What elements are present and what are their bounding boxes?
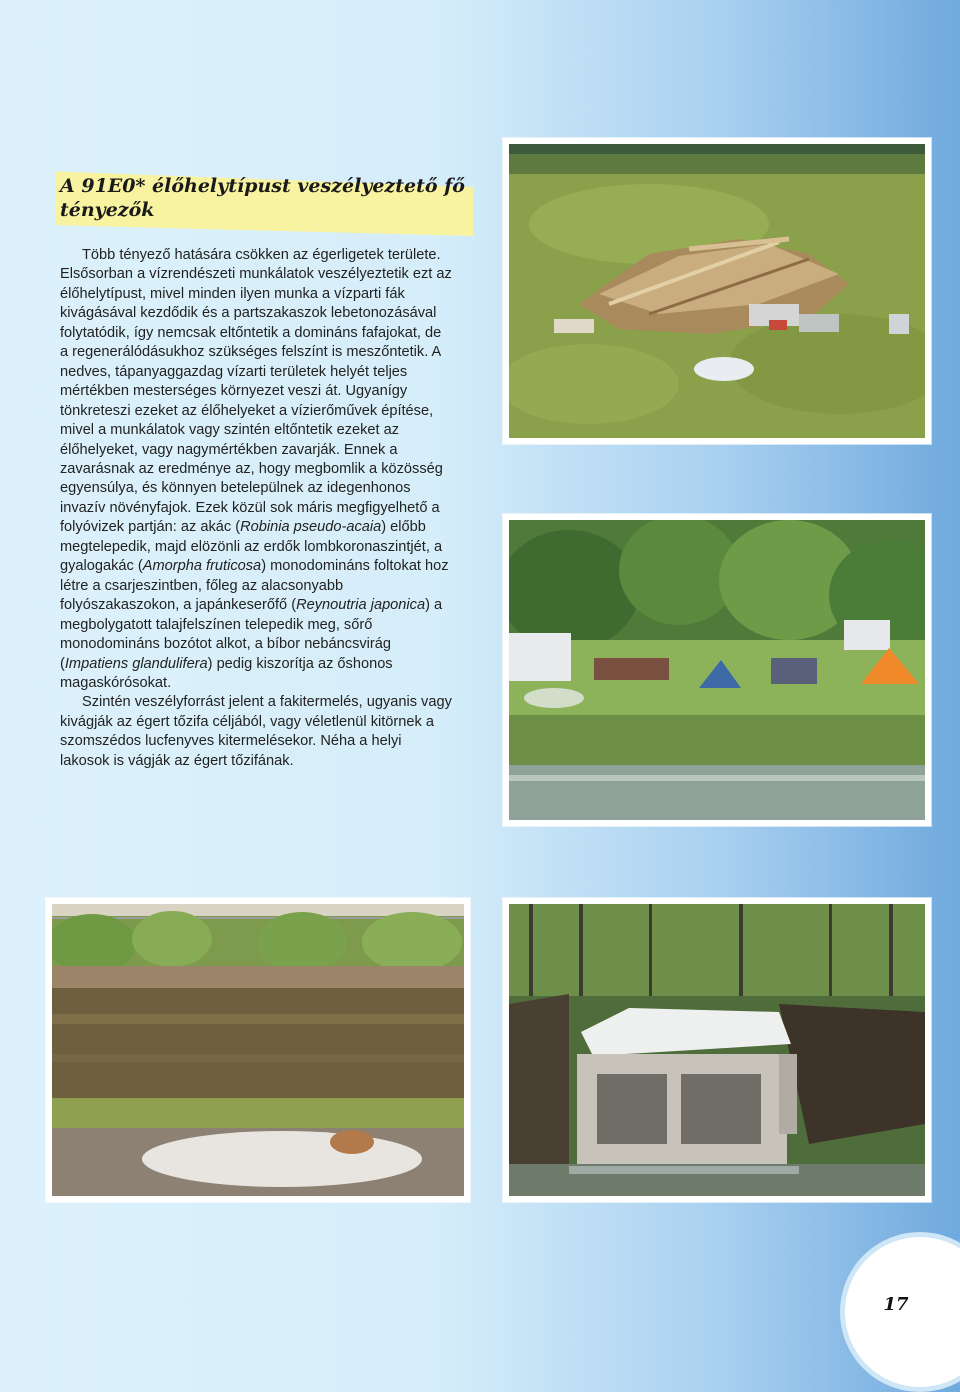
species-robinia: Robinia pseudo-acaia (240, 519, 382, 536)
paragraph-1-text-e: ) pedig kiszorítja az őshonos magaskórósokat. (60, 655, 393, 691)
photo-rubbish-pile (503, 138, 931, 444)
section-heading (60, 174, 480, 222)
species-reynoutria: Reynoutria japonica (296, 597, 426, 614)
photo-river-burnt-area (46, 898, 470, 1202)
paragraph-1 (60, 246, 452, 693)
page-number: 17 (883, 1294, 909, 1315)
photo-concrete-construction (503, 898, 931, 1202)
photo-camping-riverbank (503, 514, 931, 826)
heading-line-2: tényezők (60, 199, 155, 221)
body-text (60, 246, 452, 771)
species-amorpha: Amorpha fruticosa (142, 558, 262, 575)
heading-line-1: A 91E0* élőhelytípust veszélyeztető fő (60, 175, 465, 197)
paragraph-1-text-b: ) előbb megtelepedik, majd elözönli az erdők lombkoronaszintjét, a gyalogakác ( (60, 519, 443, 575)
species-impatiens: Impatiens glandulifera (64, 655, 208, 672)
paragraph-1-text-d: ) a megbolygatott talajfelszínen telepedik meg, sőrő monodomináns bozótot alkot, a bíbor nebáncsvirág ( (60, 597, 443, 672)
paragraph-1-text-c: ) monodomináns foltokat hoz létre a csarjeszintben, főleg az alacsonyabb folyószakaszokon, a japánkeserőfő ( (60, 558, 449, 614)
paragraph-1-text-a: Több tényező hatására csökken az égerligetek területe. Elsősorban a vízrendészeti munkálatok veszélyeztetik ezt az élőhelytípust, mivel minden ilyen munka a vízparti fák kivágásával kezdődik és a partszakaszok lebetonozásával folytatódik, így nemcsak eltőntetik a domináns fafajokat, de a regenerálódásukhoz szükséges felszínt is meszőntetik. A nedves, tápanyaggazdag vízarti területek helyét teljes mértékben mesterséges környezet veszi át. Ugyanígy tönkreteszi ezeket az élőhelyeket a vízierőművek építése, mivel a munkálatok vagy szintén eltőntetik ezeket az élőhelyeket, vagy nagymértékben zavarják. Ennek a zavarásnak az eredménye az, hogy megbomlik a közösség egyensúlya, és könnyen betelepülnek az idegenhonos invazív növényfajok. Ezek közül sok máris megfigyelhető a folyóvizek partján: az akác ( (60, 247, 452, 536)
paragraph-2: Szintén veszélyforrást jelent a fakitermelés, ugyanis vagy kivágják az égert tőzifa céljából, vagy véletlenül kitörnek a szomszédos lucfenyves kitermelésekor. Néha a helyi lakosok is vágják az égert tőzifának. (60, 694, 452, 769)
